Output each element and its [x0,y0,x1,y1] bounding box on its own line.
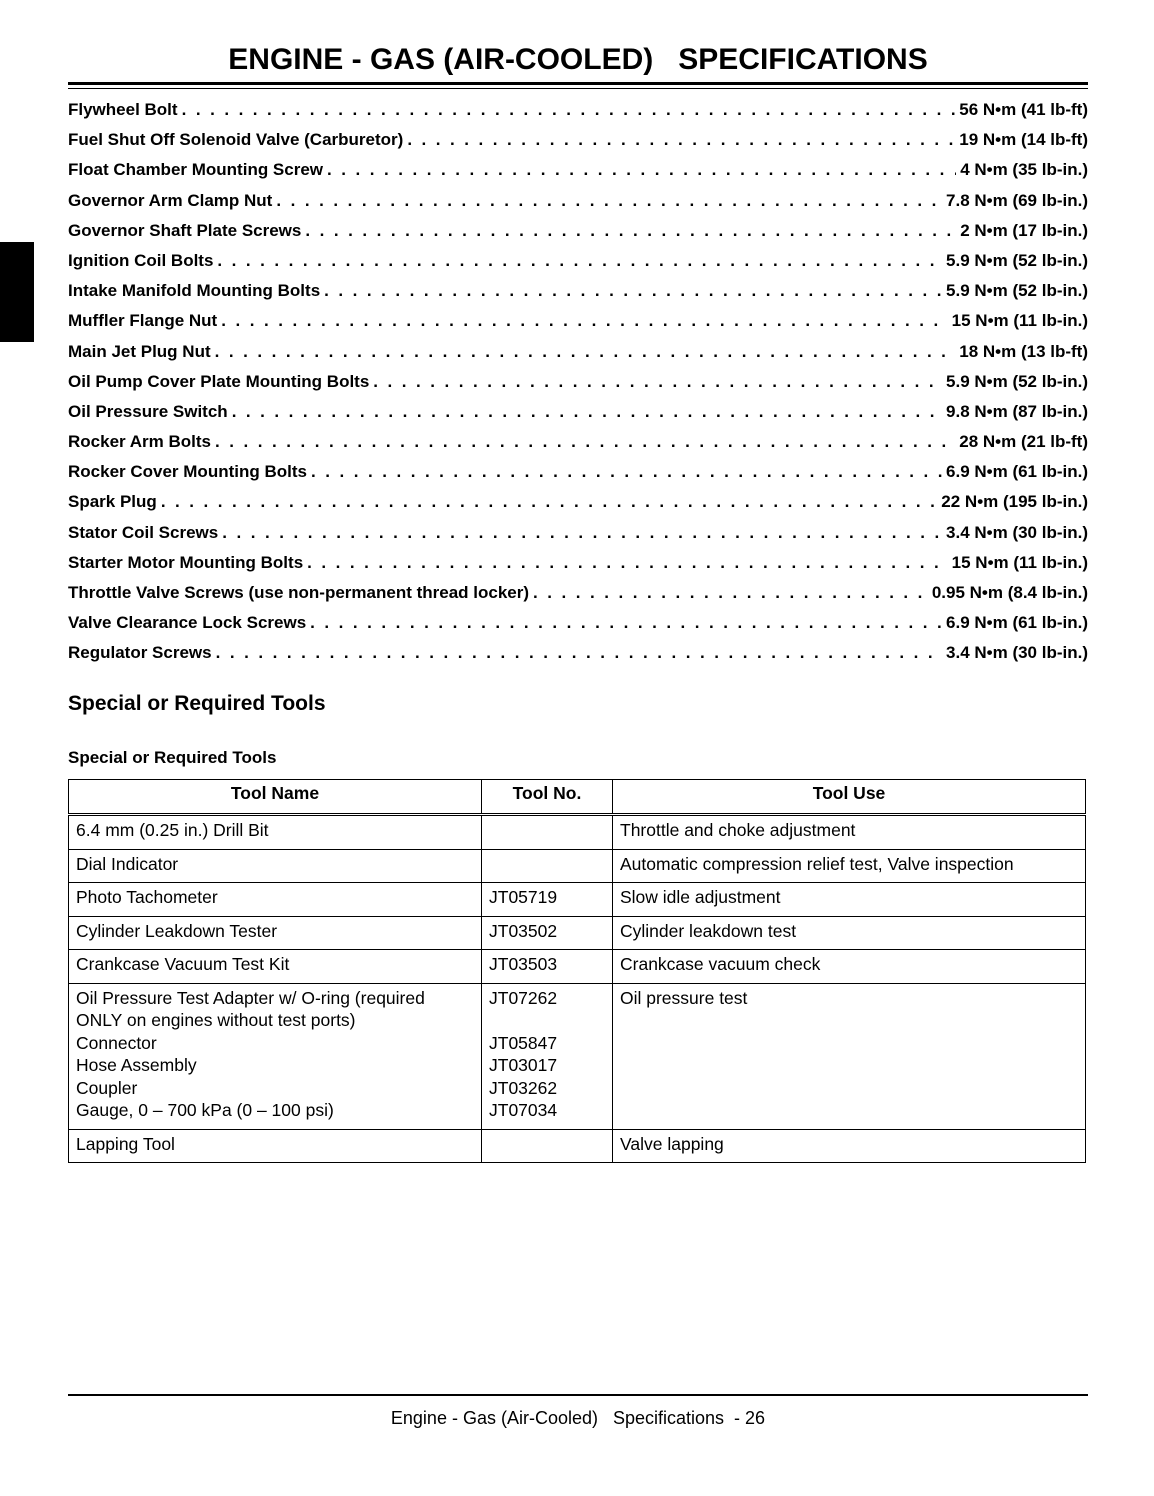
tools-table [68,779,1086,1163]
tool-name-cell: 6.4 mm (0.25 in.) Drill Bit [69,815,482,850]
spec-value: 0.95 N•m (8.4 lb-in.) [931,583,1088,602]
tool-use-cell: Crankcase vacuum check [613,950,1086,984]
tool-name-cell: Dial Indicator [69,849,482,883]
table-row [69,815,1086,850]
spec-row [68,518,1088,548]
page-footer: Engine - Gas (Air-Cooled) Specifications - 26 [390,1408,766,1428]
spec-value: 5.9 N•m (52 lb-in.) [946,250,1088,270]
spec-row [68,638,1088,668]
spec-label: Float Chamber Mounting Screw [68,160,324,180]
spec-row [68,276,1088,306]
spec-label: Starter Motor Mounting Bolts [68,552,304,572]
dot-leader [307,548,948,578]
spec-row [68,578,1088,608]
spec-value: 18 N•m (13 lb-ft) [959,341,1088,361]
title-rule-thin [68,88,1088,89]
spec-row [68,306,1088,336]
spec-row [68,367,1088,397]
page-title: ENGINE - GAS (AIR-COOLED) SPECIFICATIONS [228,43,928,76]
spec-value: 9.8 N•m (87 lb-in.) [946,401,1088,421]
table-row [69,950,1086,984]
spec-label: Muffler Flange Nut [68,311,218,331]
table-header-row [69,780,1086,815]
tool-name-cell: Oil Pressure Test Adapter w/ O-ring (required ONLY on engines without test ports) Connector Hose Assembly Coupler Gauge, 0 – 700 kPa (0 – 100 psi) [69,983,482,1129]
spec-row [68,95,1088,125]
spec-row [68,427,1088,457]
spec-value: 7.8 N•m (69 lb-in.) [946,190,1088,210]
spec-value: 19 N•m (14 lb-ft) [959,130,1088,150]
spec-label: Oil Pump Cover Plate Mounting Bolts [68,371,370,391]
table-row [69,916,1086,950]
tool-use-cell: Throttle and choke adjustment [613,815,1086,850]
tool-use-cell: Oil pressure test [613,983,1086,1129]
table-row [69,983,1086,1129]
spec-row [68,337,1088,367]
tool-use-cell: Slow idle adjustment [613,883,1086,917]
tool-name-cell: Cylinder Leakdown Tester [69,916,482,950]
spec-row [68,487,1088,517]
spec-row [68,608,1088,638]
dot-leader [276,186,942,216]
dot-leader [310,608,942,638]
column-header-tool-no: Tool No. [482,780,613,815]
spec-label: Oil Pressure Switch [68,401,228,421]
dot-leader [232,397,942,427]
section-side-tab [0,242,34,342]
spec-value: 3.4 N•m (30 lb-in.) [946,522,1088,542]
spec-row [68,457,1088,487]
spec-label: Governor Shaft Plate Screws [68,220,302,240]
tool-name-cell: Photo Tachometer [69,883,482,917]
dot-leader [324,276,942,306]
dot-leader [305,216,956,246]
dot-leader [407,125,955,155]
table-caption: Special or Required Tools [68,748,277,767]
spec-value: 2 N•m (17 lb-in.) [960,220,1088,240]
table-row [69,849,1086,883]
tool-number-cell [482,1129,613,1163]
tool-name-cell: Crankcase Vacuum Test Kit [69,950,482,984]
tool-number-cell: JT03502 [482,916,613,950]
spec-label: Stator Coil Screws [68,522,219,542]
spec-value: 22 N•m (195 lb-in.) [941,492,1088,512]
dot-leader [222,518,942,548]
spec-value: 15 N•m (11 lb-in.) [951,311,1088,331]
column-header-tool-use: Tool Use [613,780,1086,815]
spec-value: 6.9 N•m (61 lb-in.) [946,462,1088,482]
dot-leader [215,427,955,457]
dot-leader [215,337,956,367]
tool-number-cell [482,815,613,850]
spec-value: 3.4 N•m (30 lb-in.) [946,643,1088,663]
spec-value: 6.9 N•m (61 lb-in.) [946,613,1088,633]
tool-number-cell: JT03503 [482,950,613,984]
spec-row [68,186,1088,216]
spec-label: Fuel Shut Off Solenoid Valve (Carburetor) [68,130,404,150]
dot-leader [182,95,956,125]
spec-label: Main Jet Plug Nut [68,341,211,361]
spec-label: Ignition Coil Bolts [68,250,214,270]
tool-number-cell: JT07262 JT05847 JT03017 JT03262 JT07034 [482,983,613,1129]
tool-number-cell [482,849,613,883]
dot-leader [221,306,947,336]
spec-row [68,155,1088,185]
dot-leader [533,578,928,608]
tool-name-cell: Lapping Tool [69,1129,482,1163]
dot-leader [327,155,956,185]
spec-row [68,125,1088,155]
spec-label: Spark Plug [68,492,157,512]
spec-row [68,397,1088,427]
tool-use-cell: Automatic compression relief test, Valve inspection [613,849,1086,883]
footer-rule [68,1394,1088,1396]
spec-label: Rocker Arm Bolts [68,432,211,452]
spec-value: 28 N•m (21 lb-ft) [959,432,1088,452]
spec-label: Intake Manifold Mounting Bolts [68,281,321,301]
column-header-tool-name: Tool Name [69,780,482,815]
spec-label: Flywheel Bolt [68,100,178,119]
spec-value: 4 N•m (35 lb-in.) [960,160,1088,180]
tool-use-cell: Cylinder leakdown test [613,916,1086,950]
dot-leader [373,367,942,397]
dot-leader [216,638,942,668]
spec-row [68,246,1088,276]
tool-use-cell: Valve lapping [613,1129,1086,1163]
spec-label: Throttle Valve Screws (use non-permanent thread locker) [68,583,530,602]
spec-row [68,216,1088,246]
table-row [69,883,1086,917]
spec-value: 15 N•m (11 lb-in.) [951,552,1088,572]
title-rule-thick [68,82,1088,85]
spec-label: Rocker Cover Mounting Bolts [68,462,307,482]
spec-row [68,548,1088,578]
section-heading: Special or Required Tools [68,692,326,715]
spec-value: 5.9 N•m (52 lb-in.) [946,281,1088,301]
dot-leader [217,246,942,276]
spec-value: 5.9 N•m (52 lb-in.) [946,371,1088,391]
torque-spec-list [68,95,1088,669]
table-row [69,1129,1086,1163]
dot-leader [161,487,937,517]
spec-label: Valve Clearance Lock Screws [68,613,307,633]
spec-label: Governor Arm Clamp Nut [68,190,273,210]
spec-label: Regulator Screws [68,643,212,663]
dot-leader [311,457,942,487]
tool-number-cell: JT05719 [482,883,613,917]
spec-value: 56 N•m (41 lb-ft) [959,100,1088,119]
